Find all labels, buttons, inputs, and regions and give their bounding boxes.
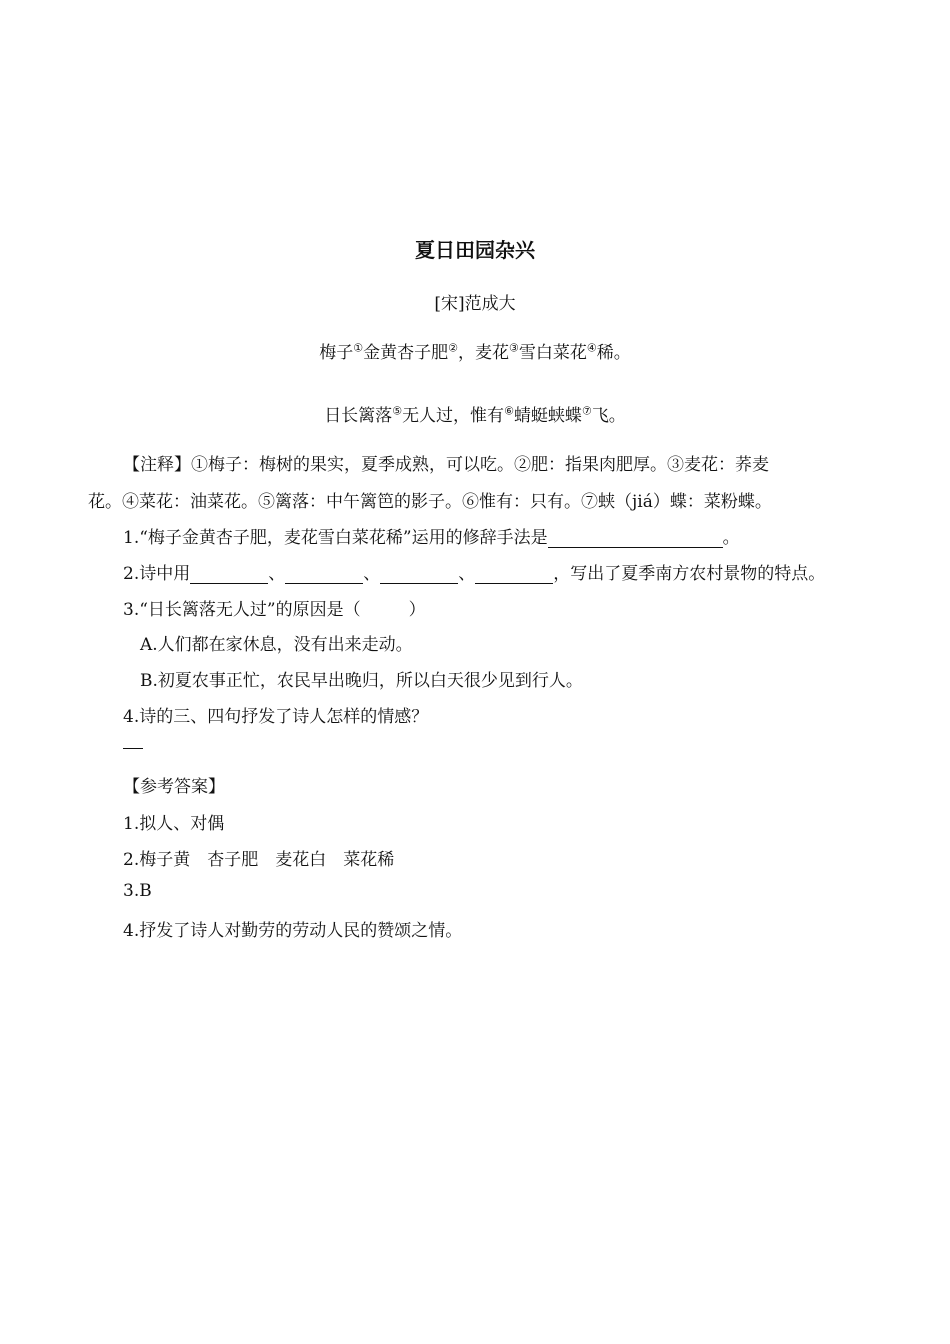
question-1: 1.“梅子金黄杏子肥，麦花雪白菜花稀”运用的修辞手法是 。 (123, 528, 740, 548)
answer-blank[interactable] (190, 565, 268, 584)
answer-2: 2.梅子黄 杏子肥 麦花白 菜花稀 (123, 850, 395, 870)
poem-line-2: 日长篱落⑤无人过，惟有⑥蜻蜓蛱蝶⑦飞。 (324, 404, 626, 426)
answer-4: 4.抒发了诗人对勤劳的劳动人民的赞颂之情。 (123, 921, 463, 941)
answer-blank[interactable] (285, 565, 363, 584)
option-b: B.初夏农事正忙，农民早出晚归，所以白天很少见到行人。 (140, 671, 583, 691)
answer-blank[interactable] (380, 565, 458, 584)
poem-title: 夏日田园杂兴 (415, 238, 535, 262)
notes-line-1: 【注释】①梅子：梅树的果实，夏季成熟，可以吃。②肥：指果肉肥厚。③麦花：荞麦 (123, 455, 769, 475)
answer-1: 1.拟人、对偶 (123, 814, 225, 834)
answer-blank[interactable] (475, 565, 553, 584)
option-a: A.人们都在家休息，没有出来走动。 (140, 635, 413, 655)
poem-line-1: 梅子①金黄杏子肥②，麦花③雪白菜花④稀。 (319, 341, 631, 363)
answer-line (123, 748, 143, 749)
question-2: 2.诗中用 、 、 、 ，写出了夏季南方农村景物的特点。 (123, 564, 826, 584)
answer-blank[interactable] (548, 529, 723, 548)
answers-heading: 【参考答案】 (123, 777, 225, 797)
question-4: 4.诗的三、四句抒发了诗人怎样的情感？ (123, 707, 429, 727)
answer-3: 3.B (123, 881, 152, 901)
poem-author: [宋]范成大 (434, 294, 516, 314)
question-3: 3.“日长篱落无人过”的原因是（ ） (123, 600, 426, 620)
notes-line-2: 花。④菜花：油菜花。⑤篱落：中午篱笆的影子。⑥惟有：只有。⑦蛱（jiá）蝶：菜粉蝶。 (88, 492, 772, 512)
